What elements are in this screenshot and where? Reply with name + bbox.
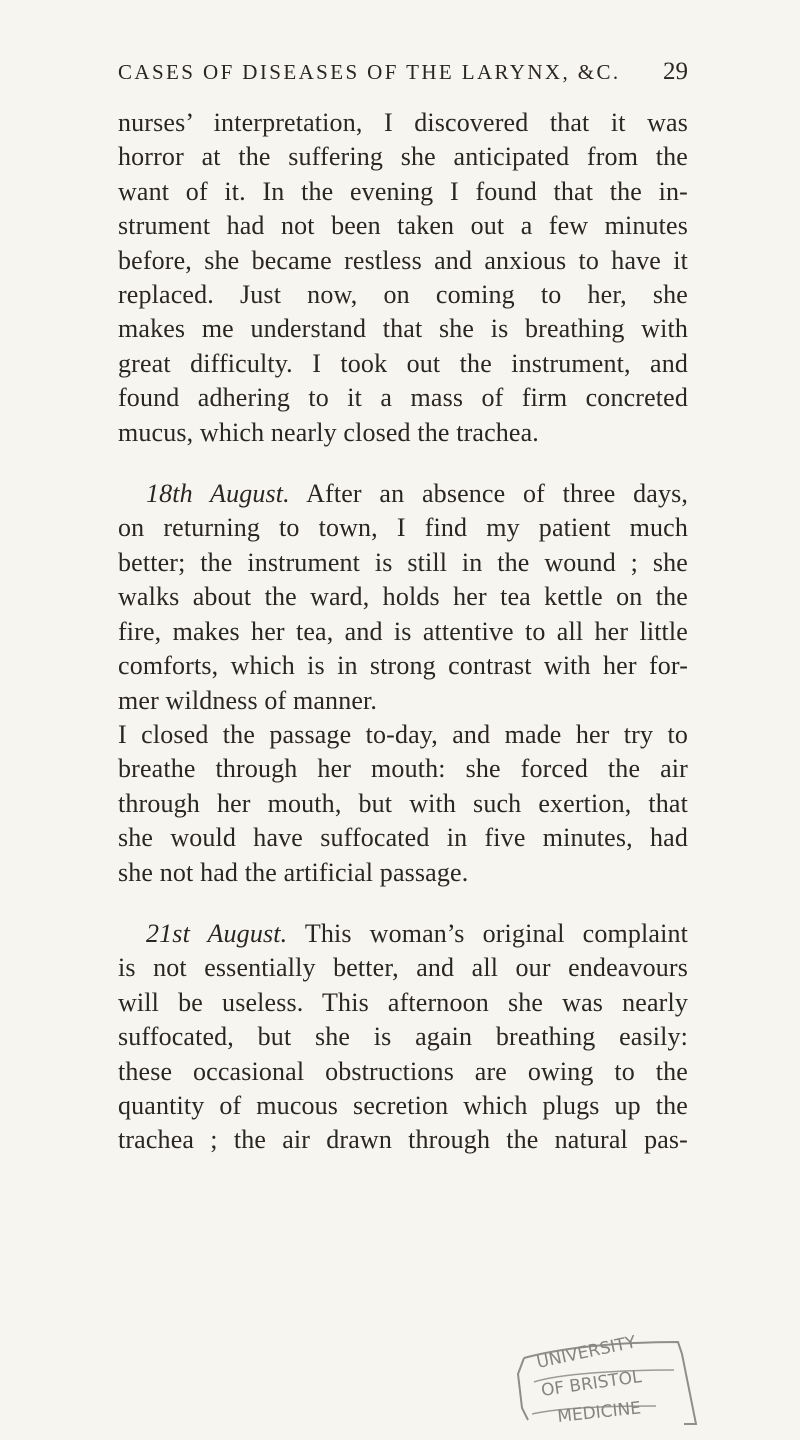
text-line: replaced. Just now, on coming to her, she [118, 280, 688, 310]
running-title: CASES OF DISEASES OF THE LARYNX, &C. [118, 60, 621, 84]
text-line: quantity of mucous secretion which plugs up the [118, 1090, 688, 1120]
text-line: want of it. In the evening I found that the in- [118, 176, 688, 206]
text-line: strument had not been taken out a few minutes [118, 211, 688, 241]
text-line: I closed the passage to-day, and made her try to [118, 719, 688, 749]
paragraph-gap [118, 890, 688, 917]
text-line-content: After an absence of three days, [306, 479, 689, 509]
text-line: on returning to town, I find my patient much [118, 513, 688, 543]
text-line: breathe through her mouth: she forced the air [118, 754, 688, 784]
text-line: before, she became restless and anxious to have it [118, 245, 688, 275]
stamp-line-2: OF BRISTOL [539, 1367, 643, 1401]
running-head [118, 58, 688, 86]
paragraph-3 [118, 718, 688, 890]
stamp-line-3: MEDICINE [556, 1398, 642, 1427]
text-line: found adhering to it a mass of firm concreted [118, 383, 688, 413]
paragraph-4 [118, 917, 688, 1158]
page-number: 29 [663, 58, 688, 85]
text-line: these occasional obstructions are owing to the [118, 1056, 688, 1086]
paragraph-2 [118, 477, 688, 718]
entry-date: 21st August. [146, 918, 288, 948]
text-line: fire, makes her tea, and is attentive to all her little [118, 616, 688, 646]
text-line [118, 917, 688, 951]
text-line: makes me understand that she is breathing with [118, 314, 688, 344]
text-line: trachea ; the air drawn through the natural pas- [118, 1125, 688, 1155]
paragraph-1 [118, 106, 688, 450]
text-line: she would have suffocated in five minutes, had [118, 823, 688, 853]
library-stamp [498, 1334, 710, 1430]
text-line: through her mouth, but with such exertion, that [118, 788, 688, 818]
paragraph-gap [118, 450, 688, 477]
text-line [118, 477, 688, 511]
text-line: mer wildness of manner. [118, 685, 378, 715]
text-line: horror at the suffering she anticipated from the [118, 142, 688, 172]
text-line: nurses’ interpretation, I discovered that it was [118, 108, 688, 137]
text-line: is not essentially better, and all our endeavours [118, 953, 688, 983]
text-line: suffocated, but she is again breathing easily: [118, 1022, 688, 1052]
text-line: will be useless. This afternoon she was nearly [118, 987, 688, 1017]
text-line: mucus, which nearly closed the trachea. [118, 417, 539, 447]
body-text [118, 106, 688, 1158]
library-stamp-graphic [498, 1334, 710, 1430]
text-line: comforts, which is in strong contrast with her for- [118, 651, 688, 681]
text-line: walks about the ward, holds her tea kettle on the [118, 582, 688, 612]
text-line: great difficulty. I took out the instrument, and [118, 348, 688, 378]
entry-date: 18th August. [146, 479, 290, 509]
text-line-content: This woman’s original complaint [304, 918, 688, 948]
text-line: better; the instrument is still in the wound ; she [118, 547, 688, 577]
text-line: she not had the artificial passage. [118, 857, 469, 887]
stamp-line-1: UNIVERSITY [534, 1334, 638, 1373]
